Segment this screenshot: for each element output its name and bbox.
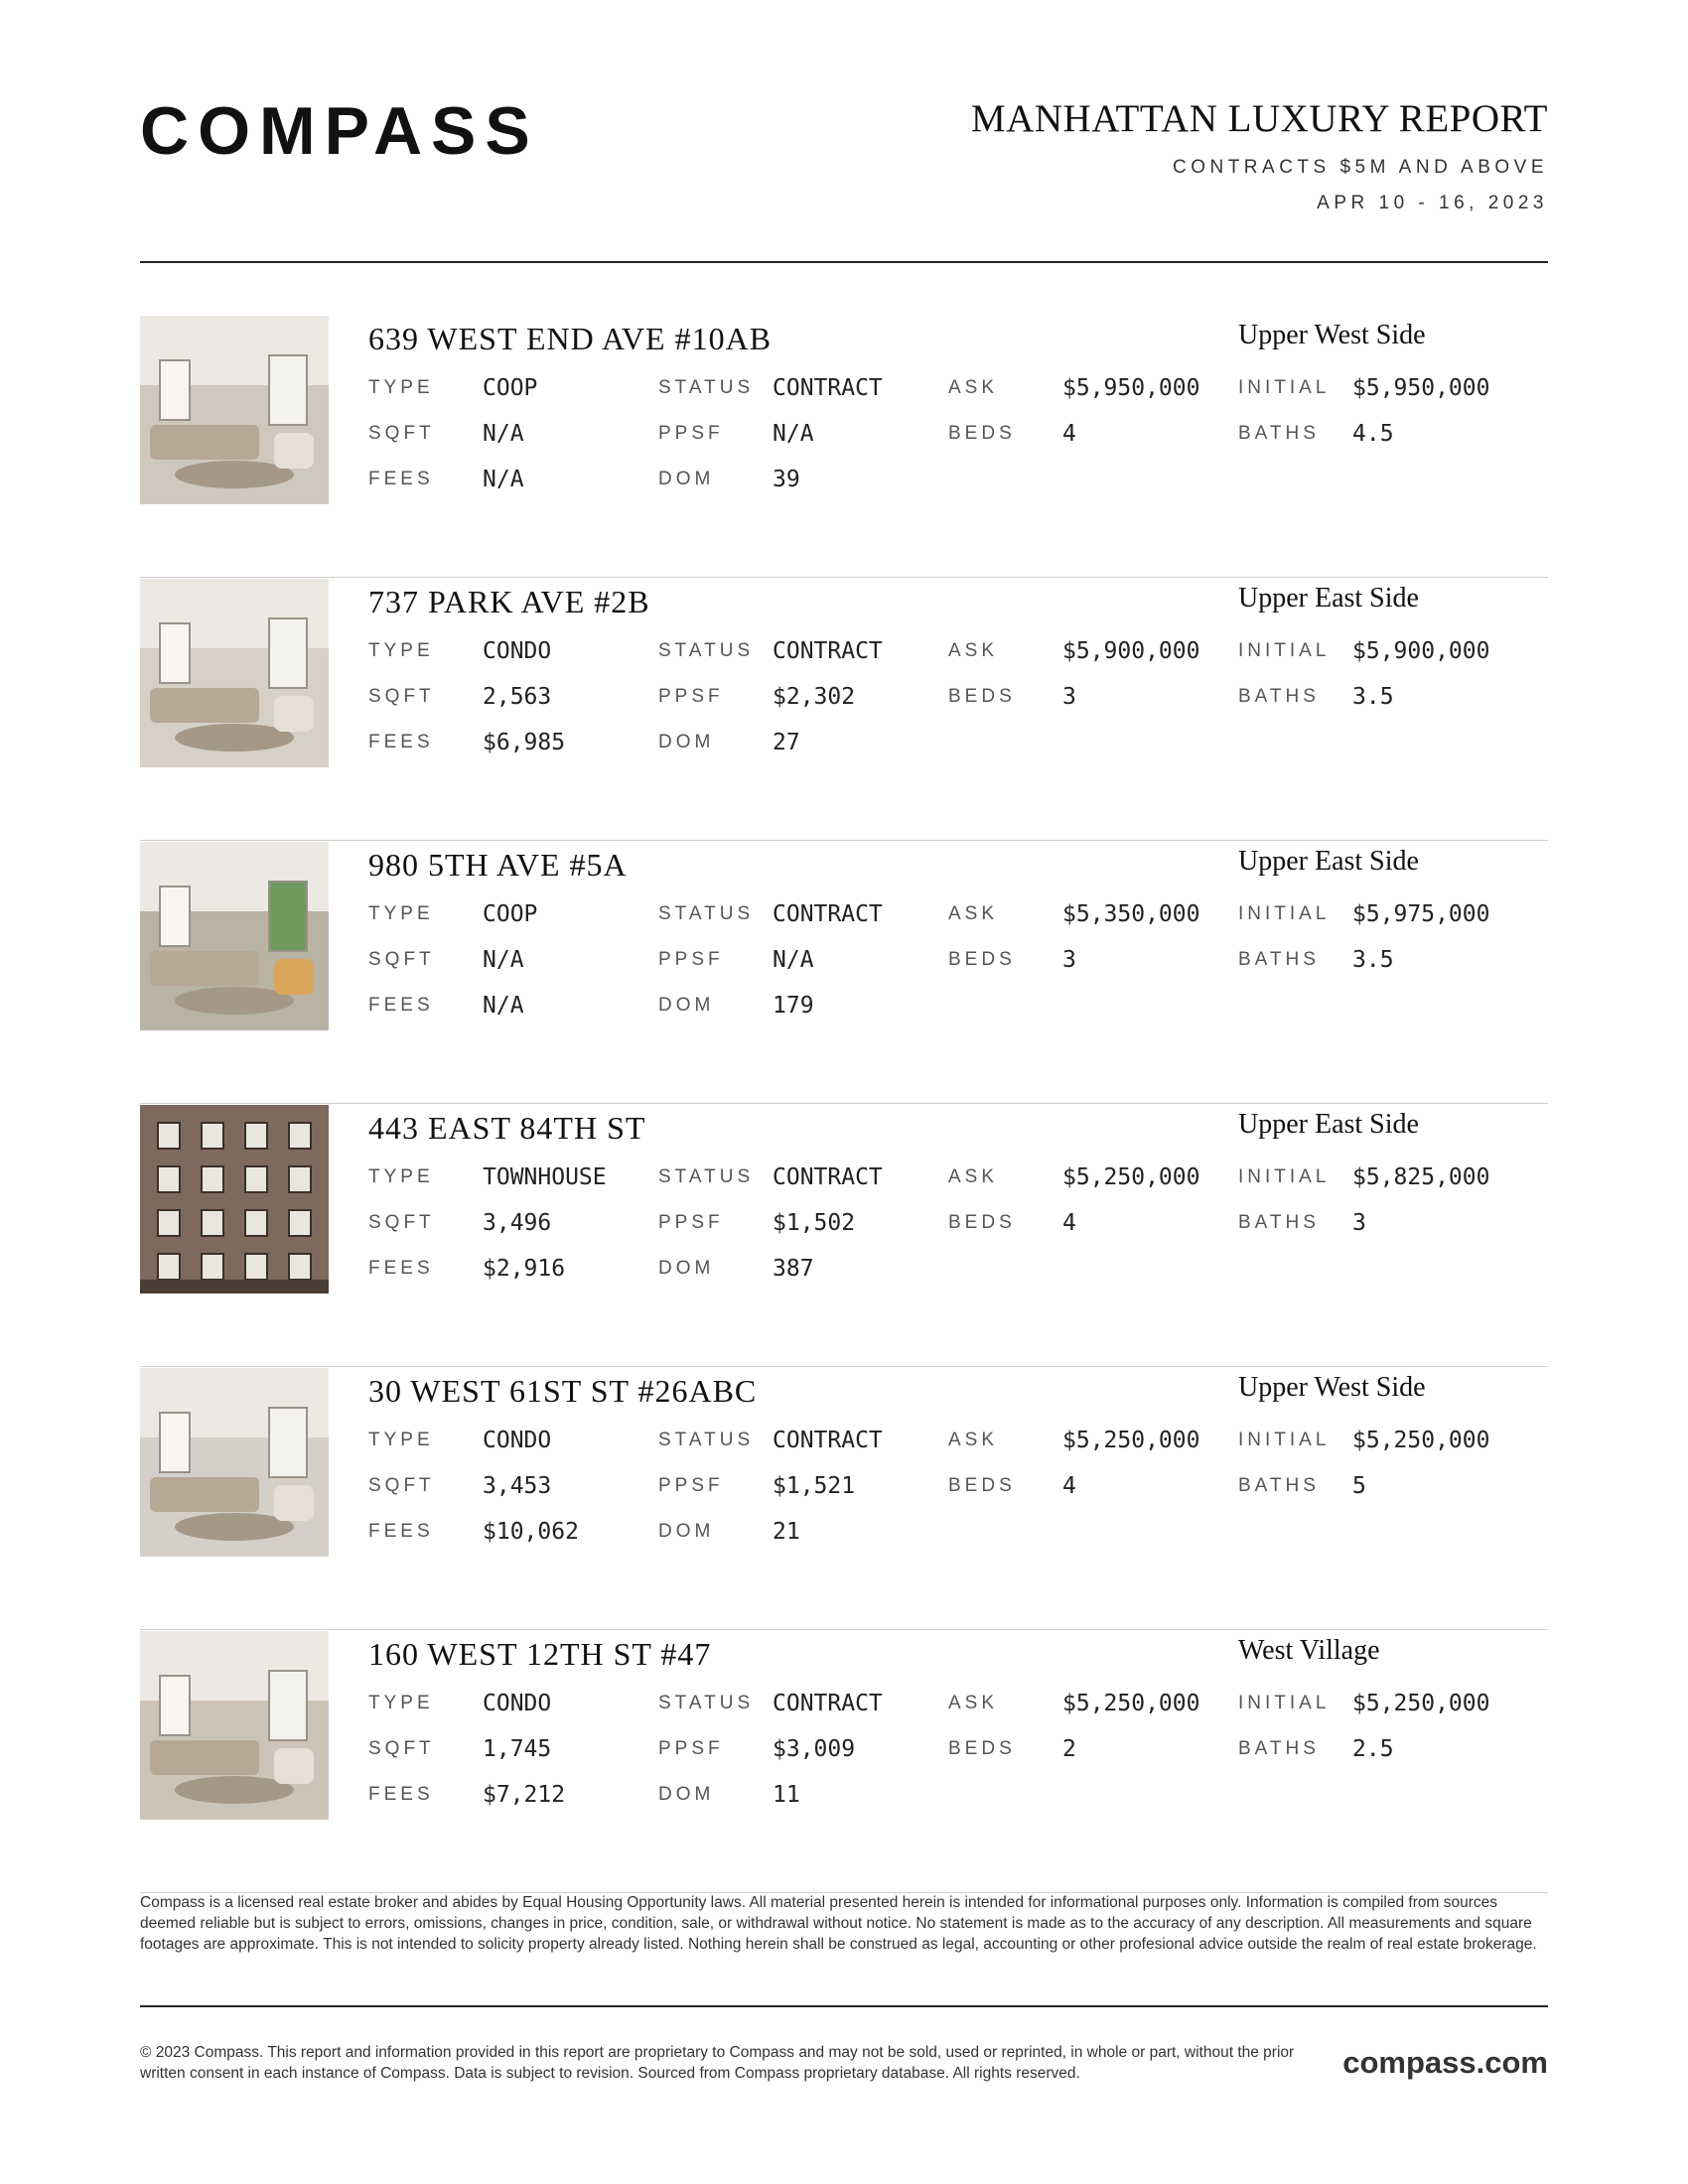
dom-value: 21 xyxy=(773,1519,800,1545)
initial-value: $5,950,000 xyxy=(1352,375,1490,401)
listing-detail-row xyxy=(140,1254,1548,1284)
fees-value: $7,212 xyxy=(483,1782,566,1808)
sqft-label: SQFT xyxy=(368,423,435,444)
ask-value: $5,250,000 xyxy=(1062,1428,1200,1453)
report-header xyxy=(971,97,1548,214)
sqft-label: SQFT xyxy=(368,949,435,970)
beds-label: BEDS xyxy=(948,949,1016,970)
initial-value: $5,975,000 xyxy=(1352,901,1490,927)
ppsf-label: PPSF xyxy=(658,686,724,707)
beds-value: 4 xyxy=(1062,1210,1076,1236)
ppsf-label: PPSF xyxy=(658,949,724,970)
sqft-label: SQFT xyxy=(368,1738,435,1759)
status-value: CONTRACT xyxy=(773,638,883,664)
initial-label: INITIAL xyxy=(1238,903,1331,924)
compass-logo xyxy=(140,93,539,169)
ppsf-value: $1,521 xyxy=(773,1473,856,1499)
dom-value: 179 xyxy=(773,993,814,1019)
sqft-value: N/A xyxy=(483,421,524,447)
listing-address: 737 PARK AVE #2B xyxy=(368,584,650,619)
dom-label: DOM xyxy=(658,995,715,1016)
dom-label: DOM xyxy=(658,732,715,752)
dom-label: DOM xyxy=(658,469,715,489)
type-value: TOWNHOUSE xyxy=(483,1164,607,1190)
listing-neighborhood: Upper West Side xyxy=(1238,320,1426,350)
sqft-value: 1,745 xyxy=(483,1736,552,1762)
dom-value: 387 xyxy=(773,1256,814,1282)
ppsf-label: PPSF xyxy=(658,1475,724,1496)
initial-value: $5,250,000 xyxy=(1352,1691,1490,1716)
listing-divider xyxy=(140,1629,1548,1630)
copyright-text: © 2023 Compass. This report and information provided in this report are proprietary to Compass and may not be sold, used or reprinted, in whole or part, without the prior written consent in each instance of Compass. Data is subject to revision. Sourced from Compass proprietary database. All rights reserved. xyxy=(140,2044,1295,2082)
ask-value: $5,350,000 xyxy=(1062,901,1200,927)
type-value: COOP xyxy=(483,375,538,401)
fees-value: N/A xyxy=(483,467,524,492)
status-value: CONTRACT xyxy=(773,375,883,401)
dom-label: DOM xyxy=(658,1258,715,1279)
status-value: CONTRACT xyxy=(773,901,883,927)
sqft-value: N/A xyxy=(483,947,524,973)
listing-detail-row xyxy=(140,1426,1548,1455)
listing-divider xyxy=(140,1103,1548,1104)
beds-label: BEDS xyxy=(948,686,1016,707)
ppsf-label: PPSF xyxy=(658,423,724,444)
ask-label: ASK xyxy=(948,1166,999,1187)
ask-label: ASK xyxy=(948,903,999,924)
sqft-label: SQFT xyxy=(368,1212,435,1233)
sqft-value: 3,496 xyxy=(483,1210,552,1236)
listing-address: 980 5TH AVE #5A xyxy=(368,847,628,883)
ask-value: $5,900,000 xyxy=(1062,638,1200,664)
listing-detail-row xyxy=(140,465,1548,494)
listing-detail-row xyxy=(140,682,1548,712)
ask-label: ASK xyxy=(948,377,999,398)
status-label: STATUS xyxy=(658,640,755,661)
status-label: STATUS xyxy=(658,377,755,398)
listing-detail-row xyxy=(140,945,1548,975)
type-value: CONDO xyxy=(483,1428,552,1453)
baths-value: 3 xyxy=(1352,1210,1366,1236)
type-value: CONDO xyxy=(483,638,552,664)
listing-divider xyxy=(140,577,1548,578)
website-link[interactable]: compass.com xyxy=(1342,2045,1548,2080)
fees-label: FEES xyxy=(368,469,434,489)
ask-label: ASK xyxy=(948,1693,999,1713)
logo-wordmark: COMPASS xyxy=(140,93,539,169)
status-value: CONTRACT xyxy=(773,1691,883,1716)
listing-detail-row xyxy=(140,1780,1548,1810)
fees-value: $2,916 xyxy=(483,1256,566,1282)
fees-label: FEES xyxy=(368,1258,434,1279)
initial-label: INITIAL xyxy=(1238,377,1331,398)
footer-divider xyxy=(140,2005,1548,2007)
listing-detail-row xyxy=(140,991,1548,1021)
listing-neighborhood: West Village xyxy=(1238,1635,1380,1666)
listing-address: 443 EAST 84TH ST xyxy=(368,1110,646,1146)
dom-label: DOM xyxy=(658,1784,715,1805)
listing-divider xyxy=(140,840,1548,841)
report-title: MANHATTAN LUXURY REPORT xyxy=(971,97,1548,140)
fees-value: N/A xyxy=(483,993,524,1019)
type-value: CONDO xyxy=(483,1691,552,1716)
status-label: STATUS xyxy=(658,903,755,924)
baths-label: BATHS xyxy=(1238,423,1320,444)
status-value: CONTRACT xyxy=(773,1428,883,1453)
baths-value: 3.5 xyxy=(1352,947,1394,973)
fees-value: $6,985 xyxy=(483,730,566,755)
beds-value: 2 xyxy=(1062,1736,1076,1762)
ppsf-value: $1,502 xyxy=(773,1210,856,1236)
disclaimer-text: Compass is a licensed real estate broker and abides by Equal Housing Opportunity laws. All material presented herein is intended for informational purposes only. Information is compiled from sources deemed reliable but is subject to errors, omissions, changes in price, condition, sale, or withdrawal without notice. No statement is made as to the accuracy of any description. All measurements and square footages are approximate. This is not intended to solicity property already listed. Nothing herein shall be construed as legal, accounting or other profesional advice outside the realm of real estate brokerage. xyxy=(140,1894,1537,1953)
initial-value: $5,825,000 xyxy=(1352,1164,1490,1190)
listing-detail-row xyxy=(140,636,1548,666)
sqft-label: SQFT xyxy=(368,686,435,707)
sqft-value: 2,563 xyxy=(483,684,552,710)
initial-label: INITIAL xyxy=(1238,1166,1331,1187)
listing-card xyxy=(140,579,1548,841)
beds-value: 4 xyxy=(1062,421,1076,447)
listing-address: 30 WEST 61ST ST #26ABC xyxy=(368,1373,758,1409)
type-label: TYPE xyxy=(368,377,434,398)
ppsf-value: $2,302 xyxy=(773,684,856,710)
type-label: TYPE xyxy=(368,1166,434,1187)
ppsf-value: N/A xyxy=(773,947,814,973)
listing-detail-row xyxy=(140,1734,1548,1764)
listing-card xyxy=(140,1105,1548,1367)
listing-detail-row xyxy=(140,373,1548,403)
listing-detail-row xyxy=(140,419,1548,449)
listing-neighborhood: Upper East Side xyxy=(1238,846,1419,877)
listing-detail-row xyxy=(140,1689,1548,1718)
beds-value: 3 xyxy=(1062,947,1076,973)
ask-label: ASK xyxy=(948,1430,999,1450)
initial-label: INITIAL xyxy=(1238,1430,1331,1450)
beds-value: 4 xyxy=(1062,1473,1076,1499)
ppsf-label: PPSF xyxy=(658,1212,724,1233)
type-label: TYPE xyxy=(368,1693,434,1713)
listing-detail-row xyxy=(140,899,1548,929)
fees-label: FEES xyxy=(368,995,434,1016)
listing-card xyxy=(140,1368,1548,1630)
type-value: COOP xyxy=(483,901,538,927)
fees-label: FEES xyxy=(368,1784,434,1805)
dom-value: 39 xyxy=(773,467,800,492)
fees-label: FEES xyxy=(368,732,434,752)
fees-label: FEES xyxy=(368,1521,434,1542)
beds-label: BEDS xyxy=(948,423,1016,444)
listing-address: 160 WEST 12TH ST #47 xyxy=(368,1636,712,1672)
header-divider xyxy=(140,261,1548,263)
listing-neighborhood: Upper West Side xyxy=(1238,1372,1426,1403)
beds-label: BEDS xyxy=(948,1212,1016,1233)
dom-label: DOM xyxy=(658,1521,715,1542)
initial-label: INITIAL xyxy=(1238,1693,1331,1713)
beds-label: BEDS xyxy=(948,1475,1016,1496)
baths-label: BATHS xyxy=(1238,1212,1320,1233)
beds-value: 3 xyxy=(1062,684,1076,710)
listing-neighborhood: Upper East Side xyxy=(1238,583,1419,614)
baths-label: BATHS xyxy=(1238,1475,1320,1496)
listing-detail-row xyxy=(140,1517,1548,1547)
type-label: TYPE xyxy=(368,640,434,661)
sqft-value: 3,453 xyxy=(483,1473,552,1499)
type-label: TYPE xyxy=(368,1430,434,1450)
baths-value: 4.5 xyxy=(1352,421,1394,447)
listing-detail-row xyxy=(140,1471,1548,1501)
ask-label: ASK xyxy=(948,640,999,661)
ask-value: $5,250,000 xyxy=(1062,1164,1200,1190)
listing-neighborhood: Upper East Side xyxy=(1238,1109,1419,1140)
status-label: STATUS xyxy=(658,1693,755,1713)
status-value: CONTRACT xyxy=(773,1164,883,1190)
dom-value: 27 xyxy=(773,730,800,755)
baths-label: BATHS xyxy=(1238,1738,1320,1759)
initial-label: INITIAL xyxy=(1238,640,1331,661)
baths-value: 3.5 xyxy=(1352,684,1394,710)
baths-label: BATHS xyxy=(1238,686,1320,707)
status-label: STATUS xyxy=(658,1430,755,1450)
baths-value: 2.5 xyxy=(1352,1736,1394,1762)
listing-divider xyxy=(140,1366,1548,1367)
baths-value: 5 xyxy=(1352,1473,1366,1499)
sqft-label: SQFT xyxy=(368,1475,435,1496)
listing-detail-row xyxy=(140,1162,1548,1192)
listing-detail-row xyxy=(140,1208,1548,1238)
dom-value: 11 xyxy=(773,1782,800,1808)
beds-label: BEDS xyxy=(948,1738,1016,1759)
fees-value: $10,062 xyxy=(483,1519,579,1545)
report-subtitle: CONTRACTS $5M AND ABOVE xyxy=(1172,157,1548,178)
status-label: STATUS xyxy=(658,1166,755,1187)
ppsf-value: $3,009 xyxy=(773,1736,856,1762)
listing-card xyxy=(140,842,1548,1104)
listing-card xyxy=(140,316,1548,578)
ask-value: $5,250,000 xyxy=(1062,1691,1200,1716)
initial-value: $5,250,000 xyxy=(1352,1428,1490,1453)
ask-value: $5,950,000 xyxy=(1062,375,1200,401)
listing-address: 639 WEST END AVE #10AB xyxy=(368,321,773,356)
report-date-range: APR 10 - 16, 2023 xyxy=(1317,193,1548,213)
listing-detail-row xyxy=(140,728,1548,757)
ppsf-label: PPSF xyxy=(658,1738,724,1759)
ppsf-value: N/A xyxy=(773,421,814,447)
baths-label: BATHS xyxy=(1238,949,1320,970)
type-label: TYPE xyxy=(368,903,434,924)
initial-value: $5,900,000 xyxy=(1352,638,1490,664)
listing-card xyxy=(140,1631,1548,1893)
